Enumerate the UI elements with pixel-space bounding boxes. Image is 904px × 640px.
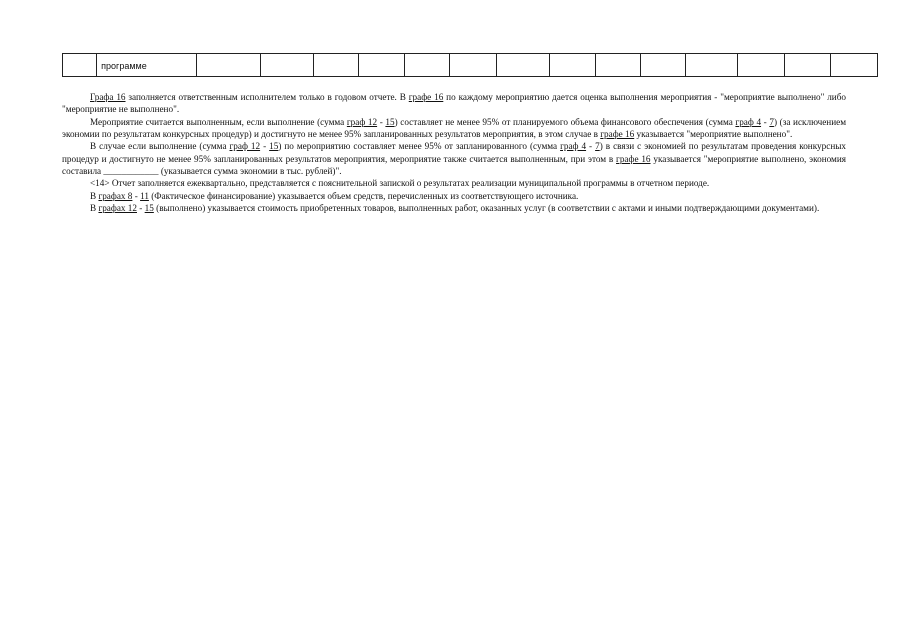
note-text: - <box>377 116 386 127</box>
link-columns-12[interactable]: графах 12 <box>98 203 137 214</box>
note-text: ) по мероприятию составляет менее 95% от запланированного (сумма <box>278 141 561 152</box>
table-cell <box>359 54 404 77</box>
note-text: - <box>132 190 141 201</box>
link-columns-4[interactable]: граф 4 <box>560 141 587 152</box>
table-cell <box>830 54 877 77</box>
table-cell <box>449 54 496 77</box>
report-table-fragment <box>62 53 878 77</box>
note-text: ) составляет не менее 95% от планируемого объема финансового обеспечения (сумма <box>394 116 736 127</box>
note-text: <14> Отчет заполняется ежеквартально, представляется с пояснительной запиской о результатах реализации муниципальной программы в отчетном периоде. <box>90 178 710 189</box>
table-row <box>63 54 878 77</box>
table-cell <box>260 54 313 77</box>
table-cell <box>738 54 785 77</box>
table-cell <box>640 54 685 77</box>
link-column-16[interactable]: графе 16 <box>408 92 444 102</box>
note-paragraph-completed-criteria <box>62 116 846 141</box>
link-column-11[interactable]: 11 <box>140 190 149 201</box>
note-text: ) (за исключением экономии по результатам конкурсных процедур) и достигнуто не менее 95% запланированных результатов мероприятия, в этом случае в <box>62 116 847 140</box>
table-cell <box>595 54 640 77</box>
link-column-7[interactable]: 7 <box>769 116 774 127</box>
link-columns-4[interactable]: граф 4 <box>735 116 762 127</box>
table-cell <box>497 54 550 77</box>
table-cell <box>404 54 449 77</box>
note-text: Мероприятие считается выполненным, если выполнение (сумма <box>90 116 347 127</box>
link-columns-12[interactable]: граф 12 <box>229 141 261 152</box>
table-cell <box>314 54 359 77</box>
note-paragraph-columns-8-11 <box>62 190 846 202</box>
note-text: В случае если выполнение (сумма <box>90 141 230 152</box>
note-text: В <box>90 190 99 201</box>
link-column-16[interactable]: Графа 16 <box>90 92 126 102</box>
note-text: (выполнено) указывается стоимость приобретенных товаров, выполненных работ, оказанных услуг (в соответствии с актами и иными подтверждающими документами). <box>153 203 820 214</box>
note-text: В <box>90 203 99 214</box>
note-text: - <box>586 141 596 152</box>
note-text: - <box>761 116 770 127</box>
link-column-16[interactable]: графе 16 <box>616 153 651 164</box>
table-cell-program-label: программе <box>97 54 196 77</box>
link-column-15[interactable]: 15 <box>269 141 279 152</box>
table-cell <box>550 54 595 77</box>
footnotes-block <box>62 91 846 214</box>
note-text: по каждому мероприятию дается оценка выполнения мероприятия - "мероприятие выполнено" либо "мероприятие не выполнено". <box>62 92 846 115</box>
link-column-7[interactable]: 7 <box>595 141 600 152</box>
link-column-16[interactable]: графе 16 <box>600 129 635 140</box>
table-cell <box>785 54 830 77</box>
note-paragraph-column-16 <box>62 91 846 116</box>
note-text: (Фактическое финансирование) указывается объем средств, перечисленных из соответствующего источника. <box>148 190 579 201</box>
link-columns-8[interactable]: графах 8 <box>98 190 133 201</box>
link-columns-12[interactable]: граф 12 <box>346 116 378 127</box>
table-cell <box>196 54 260 77</box>
note-text: указывается "мероприятие выполнено". <box>634 129 793 140</box>
note-text: заполняется ответственным исполнителем только в годовом отчете. В <box>125 92 409 102</box>
link-column-15[interactable]: 15 <box>385 116 395 127</box>
note-paragraph-columns-12-15 <box>62 202 846 214</box>
note-text: - <box>260 141 270 152</box>
table-cell <box>63 54 97 77</box>
table-cell <box>685 54 737 77</box>
link-column-15[interactable]: 15 <box>144 203 154 214</box>
note-paragraph-economy-case <box>62 140 846 177</box>
note-text: указывается "мероприятие выполнено, экономия составила ____________ (указывается сумма экономии в тыс. рублей)". <box>62 153 846 177</box>
note-text: - <box>137 203 145 214</box>
note-paragraph-footnote-14 <box>62 177 846 189</box>
note-text: ) в связи с экономией по результатам проведения конкурсных процедур и достигнуто не менее 95% запланированных результатов мероприятия, мероприятие также считается выполненным, при этом в <box>62 141 847 164</box>
